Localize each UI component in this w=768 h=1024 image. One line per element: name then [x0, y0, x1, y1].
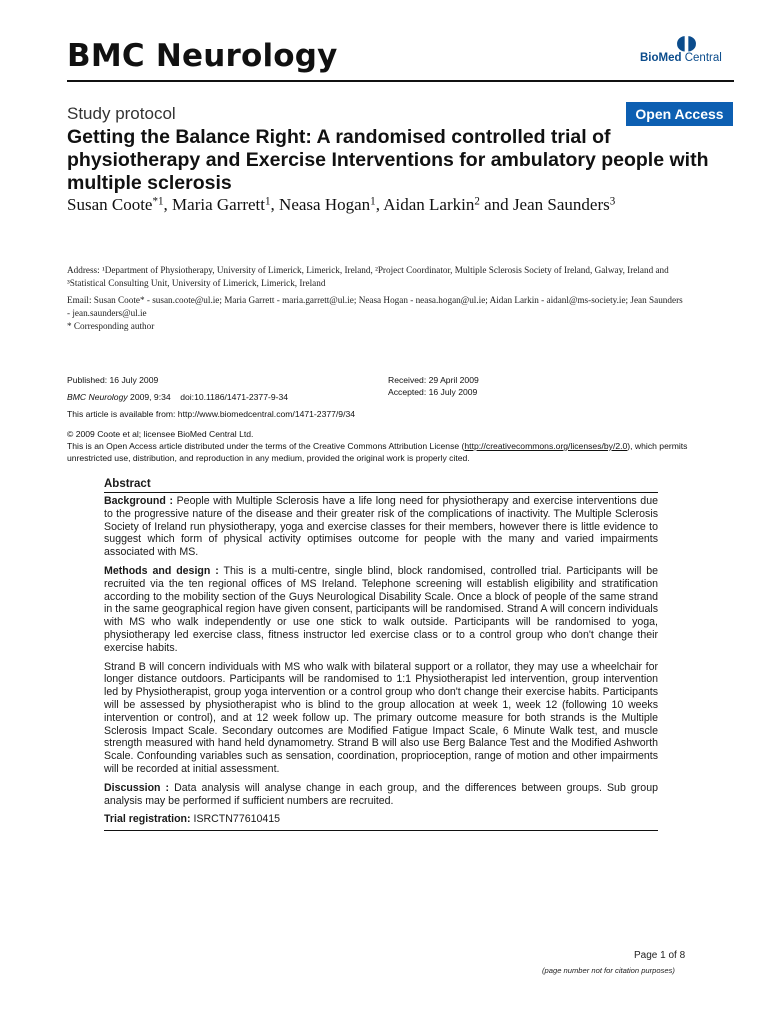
abstract-background: Background : People with Multiple Sclerosis have a life long need for physiotherapy and exercise interventions due to the progressive nature of the disease and their greater risk of the complications of inactivity. The Multiple Sclerosis Society of Ireland run physiotherapy, yoga and exercise classes for their members, however there is little evidence to suggest which form of physical activity optimises outcome for people with the many and varied impairments associated with MS. [104, 495, 658, 559]
abstract-discussion: Discussion : Data analysis will analyse change in each group, and the differences between groups. Sub group analysis may be performed if sufficient numbers are recruited. [104, 781, 658, 807]
author: Susan Coote$^{*1}$, [67, 195, 173, 214]
citation: BMC Neurology 2009, 9:34 doi:10.1186/1471-2377-9-34 [67, 392, 289, 402]
biomed-central-logo [640, 30, 740, 70]
logo-arc-icon: ◖◗ [676, 30, 698, 54]
author: Neasa Hogan$^1$, [279, 195, 384, 214]
journal-title: BMC Neurology [67, 38, 338, 74]
email-list: Email: Susan Coote* - susan.coote@ul.ie; Maria Garrett - maria.garrett@ul.ie; Neasa Hogan - neasa.hogan@ul.ie; Aidan Larkin - aidanl@ms-society.ie; Jean Saunders - jean.saunders@ul.ie [67, 295, 683, 318]
article-type: Study protocol [67, 104, 176, 123]
copyright: © 2009 Coote et al; licensee BioMed Central Ltd. [67, 429, 254, 439]
published-date: Published: 16 July 2009 [67, 375, 159, 385]
abstract-methods: Methods and design : This is a multi-centre, single blind, block randomised, controlled trial. Participants will be recruited via the ten regional offices of MS Ireland. Telephone screening will establish eligibility and stratification according to the mobility section of the Guys Neurological Disability Scale. Once a block of people of the same strand in the same geographical region have given consent, participants will be randomised. Strand A will concern individuals with MS who walk independently or use one stick to walk outside. Participants will be randomised to yoga, physiotherapy led exercise class, fitness instructor led exercise class or to a control group who don't change their exercise habits. [104, 564, 658, 654]
corresponding-author-note: * Corresponding author [67, 321, 155, 331]
page-number-note: (page number not for citation purposes) [542, 966, 675, 975]
open-access-badge: Open Access [626, 102, 733, 126]
author: Maria Garrett$^1$, [172, 195, 280, 214]
abstract-heading: Abstract [104, 478, 151, 490]
page-number: Page 1 of 8 [634, 950, 686, 961]
author: Aidan Larkin$^2$ and [383, 195, 513, 214]
abstract-bottom-rule [104, 830, 658, 831]
abstract-strand-b: Strand B will concern individuals with MS who walk with bilateral support or a rollator, they may use a wheelchair for longer distance outdoors. Participants will be randomised to 1:1 Physiotherapist led intervention, group intervention led by Physiotherapist, group yoga intervention or a control group who don't change their exercise habits. Participants will be assessed by physiotherapist who is blind to the group allocation at week 1, week 12 (following 10 weeks intervention or control), and at 12 week follow up. The primary outcome measure for both strands is the Multiple Sclerosis Impact Scale. Secondary outcomes are Modified Fatigue Impact Scale, 6 Minute Walk test, and muscle strength measured with hand held dynamometry. Strand B will also use Berg Balance Test and the Modified Ashworth Scale. Confounding variables such as sensation, coordination, proprioception, range of motion and other impairments will be recorded at initial assessment. [104, 660, 658, 775]
trial-registration: Trial registration: ISRCTN77610415 [104, 813, 281, 826]
abstract-top-rule [104, 492, 658, 493]
article-title: Getting the Balance Right: A randomised controlled trial of physiotherapy and Exercise Interventions for ambulatory people with multiple sclerosis [67, 126, 709, 194]
license-text: This is an Open Access article distributed under the terms of the Creative Commons Attribution License (http://creativecommons.org/licenses/by/2.0), which permits unrestricted use, distribution, and reproduction in any medium, provided the original work is properly cited. [67, 441, 688, 463]
article-url[interactable]: This article is available from: http://www.biomedcentral.com/1471-2377/9/34 [67, 409, 356, 419]
logo-text: BioMed Central [640, 52, 722, 64]
author-list [67, 194, 667, 216]
abstract [104, 478, 658, 831]
accepted-date: Accepted: 16 July 2009 [388, 387, 478, 397]
author: Jean Saunders$^3$ [512, 195, 616, 214]
address: Address: ¹Department of Physiotherapy, University of Limerick, Limerick, Ireland, ²Project Coordinator, Multiple Sclerosis Society of Ireland, Galway, Ireland and ³Statistical Consulting Unit, University of Limerick, Limerick, Ireland [67, 265, 669, 288]
header-rule [67, 80, 734, 82]
received-date: Received: 29 April 2009 [388, 375, 479, 385]
license-link[interactable]: http://creativecommons.org/licenses/by/2.0 [464, 441, 628, 451]
